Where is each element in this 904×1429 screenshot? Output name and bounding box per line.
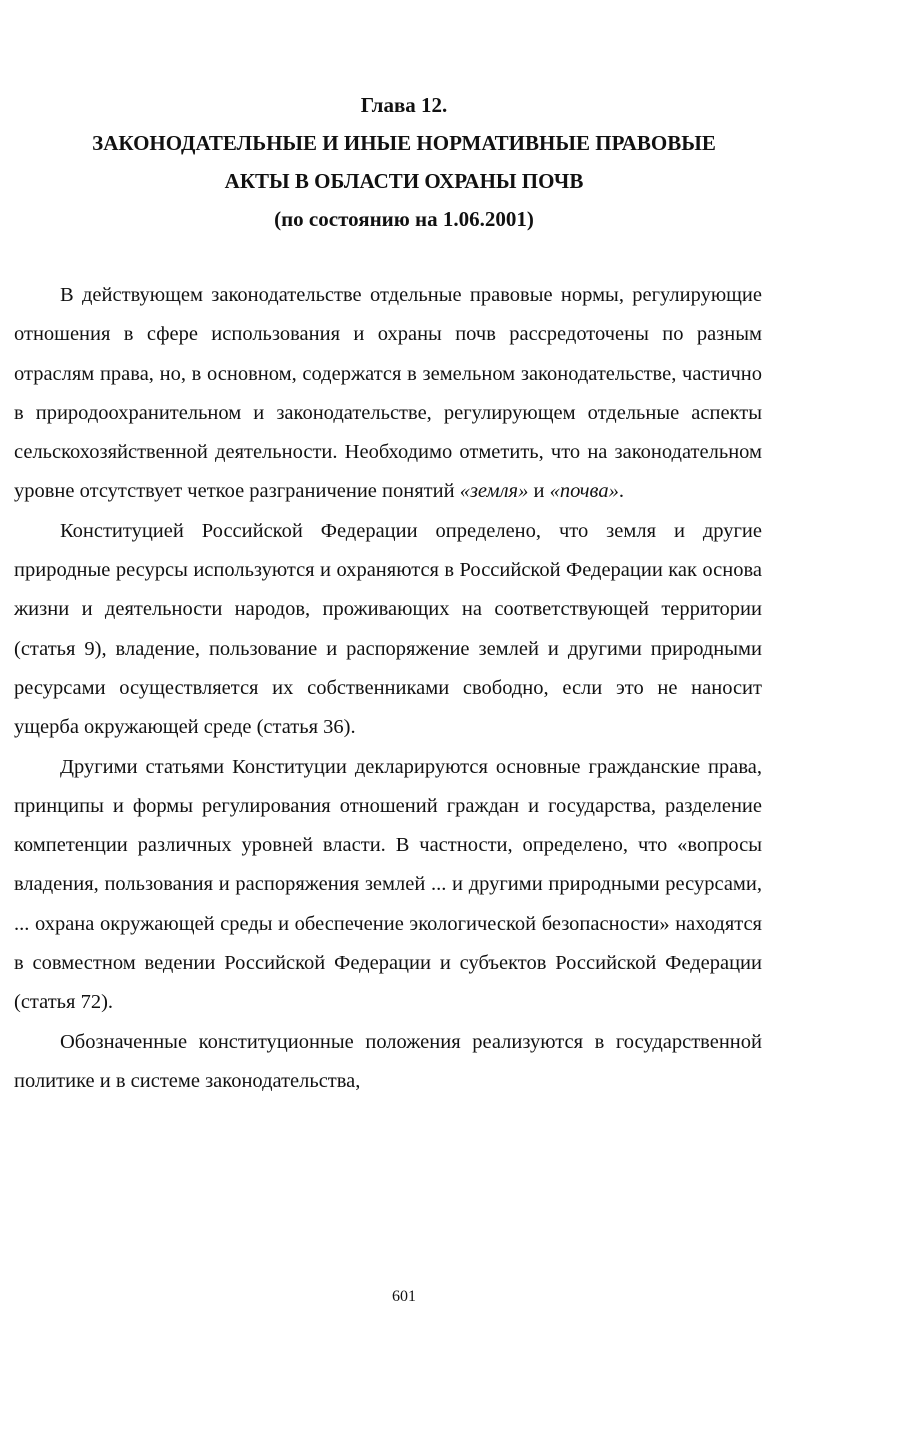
term-pochva: «почва» <box>549 480 619 503</box>
chapter-title-line-2: АКТЫ В ОБЛАСТИ ОХРАНЫ ПОЧВ <box>224 169 584 193</box>
paragraph-1 <box>14 276 762 512</box>
body-text <box>14 276 762 1101</box>
paragraph-1-text: В действующем законодательстве отдельные правовые нормы, регулирующие отношения в сфере использования и охраны почв рассредоточены по разным отраслям права, но, в основном, содержатся в земельном законодательстве, частично в природоохранительном и законодательстве, регулирующем отдельные аспекты сельскохозяйственной деятельности. Необходимо отметить, что на законодательном уровне отсутствует четкое разграничение понятий <box>14 284 762 503</box>
term-zemlya: «земля» <box>459 480 529 503</box>
document-page <box>14 0 762 1429</box>
paragraph-1-end: . <box>618 480 624 503</box>
paragraph-3: Другими статьями Конституции декларируются основные гражданские права, принципы и формы регулирования отношений граждан и государства, разделение компетенции различных уровней власти. В частности, определено, что «вопросы владения, пользования и распоряжения землей ... и другими природными ресурсами, ... охрана окружающей среды и обеспечение экологической безопасности» находятся в совместном ведении Российской Федерации и субъектов Российской Федерации (статья 72). <box>14 755 762 1014</box>
page-number: 601 <box>392 1288 416 1305</box>
chapter-date-note: (по состоянию на 1.06.2001) <box>274 207 534 231</box>
paragraph-2: Конституцией Российской Федерации определено, что земля и другие природные ресурсы используются и охраняются в Российской Федерации как основа жизни и деятельности народов, проживающих на соответствующей территории (статья 9), владение, пользование и распоряжение землей и другими природными ресурсами осуществляется их собственниками свободно, если это не наносит ущерба окружающей среде (статья 36). <box>14 519 762 739</box>
paragraph-1-conjunction: и <box>528 480 550 503</box>
chapter-number: Глава 12. <box>360 93 448 117</box>
chapter-heading <box>14 86 794 238</box>
paragraph-4: Обозначенные конституционные положения реализуются в государственной политике и в системе законодательства, <box>14 1030 762 1092</box>
chapter-title-line-1: ЗАКОНОДАТЕЛЬНЫЕ И ИНЫЕ НОРМАТИВНЫЕ ПРАВОВЫЕ <box>92 131 716 155</box>
